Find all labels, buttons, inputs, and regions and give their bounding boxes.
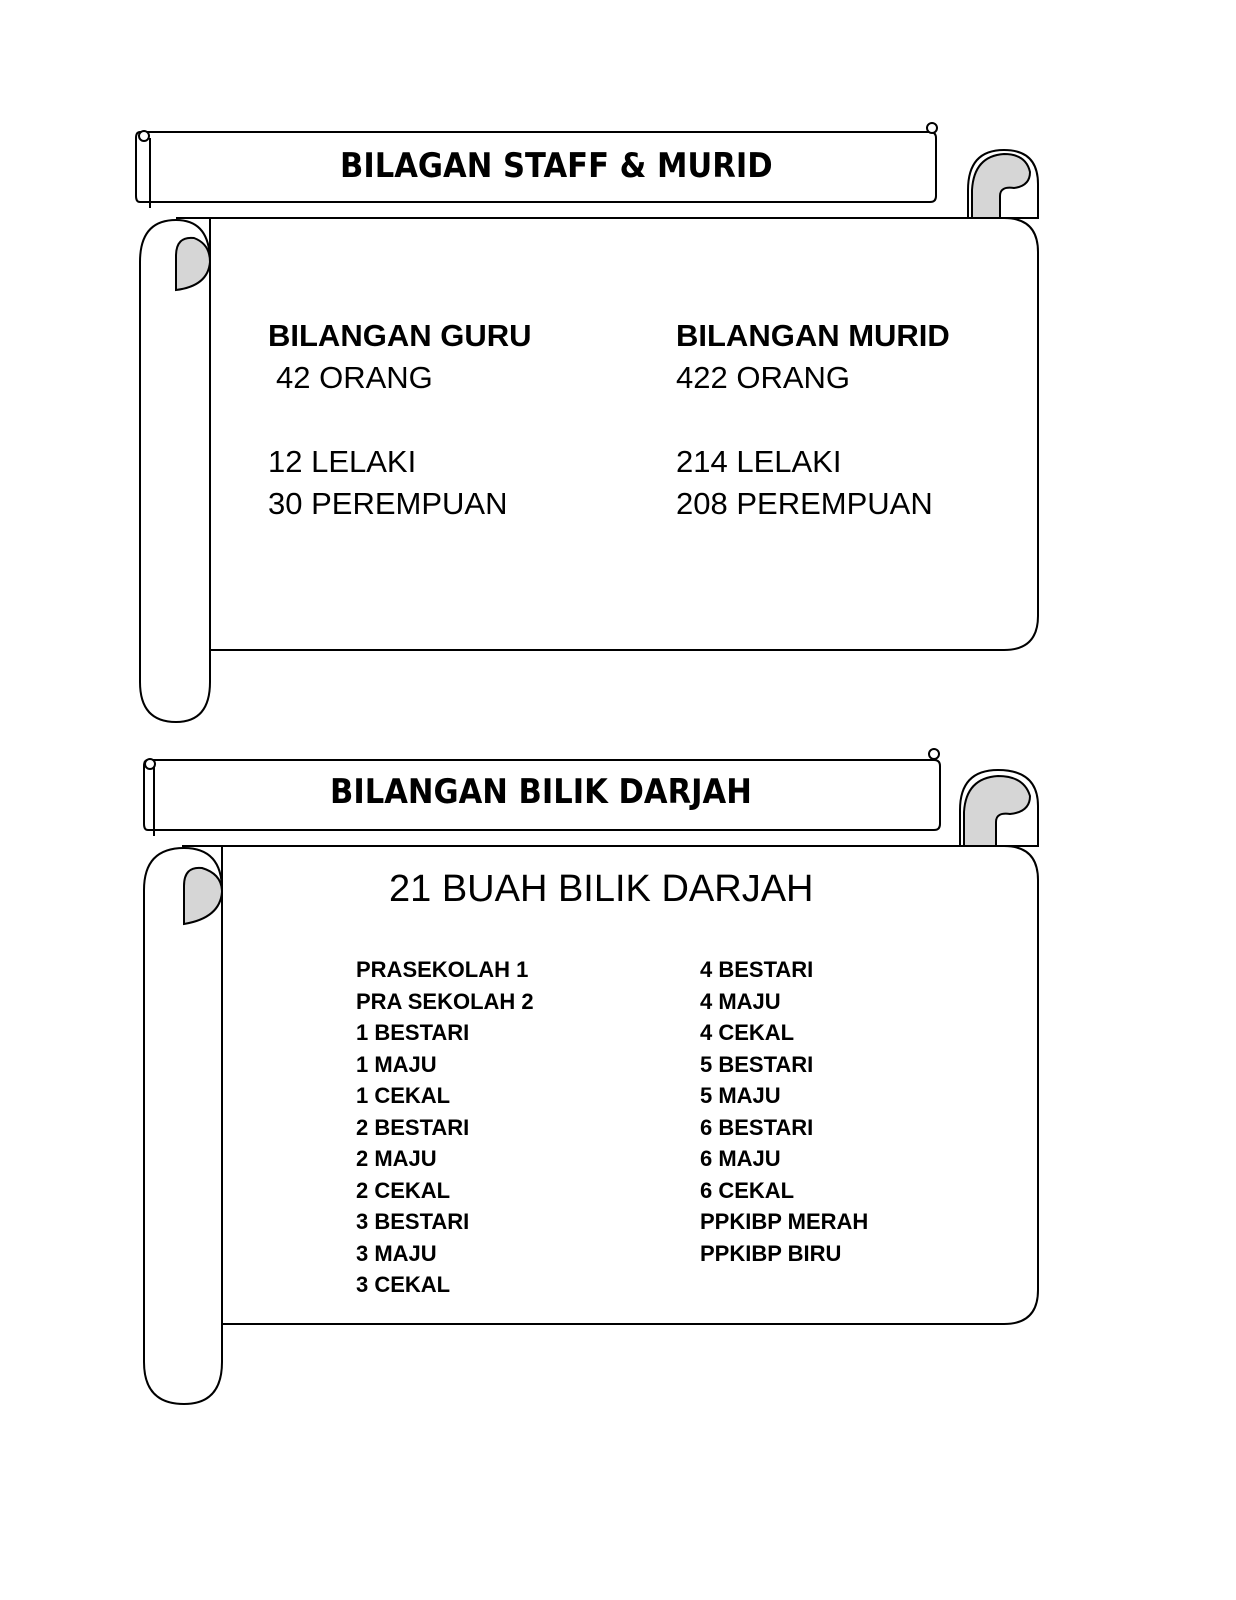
list-item: 1 MAJU [356,1051,437,1077]
guru-male: 12 LELAKI [268,444,417,479]
list-item: 5 MAJU [700,1083,781,1108]
list-item: 1 CEKAL [356,1083,451,1108]
list-item: PPKIBP MERAH [700,1209,869,1234]
classroom-list-left [356,954,534,1301]
murid-heading: BILANGAN MURID [676,318,950,353]
classroom-left-roll [144,848,222,1404]
murid-column [676,315,950,525]
list-item: 2 CEKAL [356,1177,451,1203]
list-item: 2 BESTARI [356,1114,470,1140]
classroom-scroll [144,749,1038,1404]
staff-left-roll [140,220,210,722]
guru-heading: BILANGAN GURU [268,318,532,353]
list-item: 6 MAJU [700,1146,781,1171]
list-item: 3 MAJU [356,1240,437,1266]
list-item: 1 BESTARI [356,1020,470,1045]
classroom-section-title: BILANGAN BILIK DARJAH [330,772,752,812]
guru-spacer [268,399,532,441]
list-item: 3 CEKAL [356,1272,451,1297]
list-item: 3 BESTARI [356,1209,470,1234]
list-item: 2 MAJU [356,1146,437,1171]
list-item: PRASEKOLAH 1 [356,957,529,982]
murid-spacer [676,399,950,441]
list-item: 6 CEKAL [700,1177,795,1203]
classroom-list-right [700,954,868,1269]
murid-female: 208 PEREMPUAN [676,486,933,521]
list-item: 4 CEKAL [700,1020,795,1045]
list-item: 6 BESTARI [700,1114,814,1140]
list-item: 4 BESTARI [700,957,814,982]
guru-column [268,315,532,525]
classroom-total: 21 BUAH BILIK DARJAH [389,868,814,910]
list-item: 4 MAJU [700,988,781,1014]
list-item: PPKIBP BIRU [700,1240,842,1266]
guru-female: 30 PEREMPUAN [268,486,508,521]
list-item: 5 BESTARI [700,1051,814,1077]
staff-section-title: BILAGAN STAFF & MURID [340,146,773,186]
list-item: PRA SEKOLAH 2 [356,988,534,1014]
murid-male: 214 LELAKI [676,444,842,479]
guru-total: 42 ORANG [276,360,433,395]
murid-total: 422 ORANG [676,360,851,395]
classroom-scroll-body [182,846,1038,1324]
